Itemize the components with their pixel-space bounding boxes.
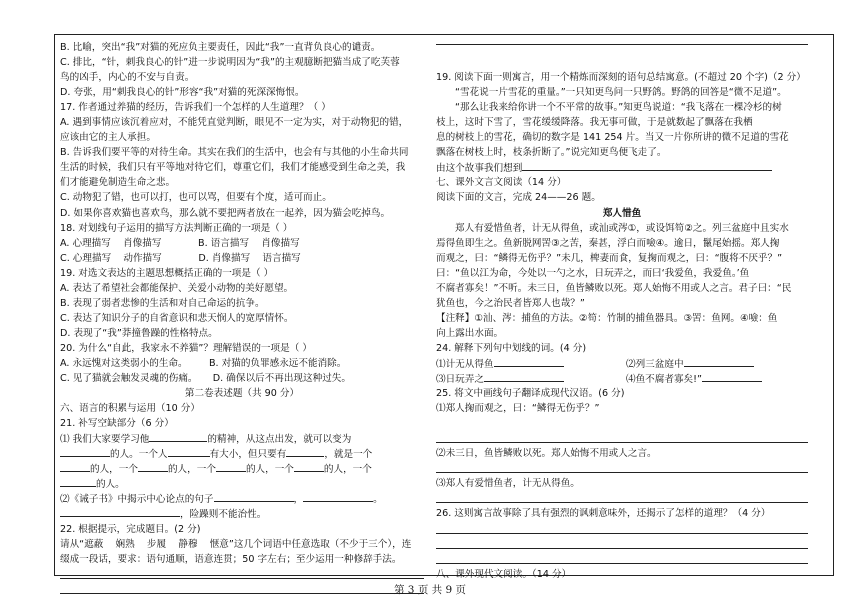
q21-text: 的人，一个 xyxy=(323,464,372,476)
text-line: 飘落在树枝上时，枝条折断了。”说完知更鸟便飞走了。 xyxy=(436,147,667,159)
text-line: D. 如果你喜欢猫也喜欢鸟，那么就不要把两者放在一起养，因为猫会吃掉鸟。 xyxy=(60,207,391,219)
question-24: 24. 解释下列句中划线的词。(4 分) xyxy=(436,342,587,354)
text-line: C. 动物犯了错，也可以打，也可以骂，但要有个度，适可而止。 xyxy=(60,192,332,204)
part2-title: 第二卷表述题（共 90 分） xyxy=(184,388,300,400)
q21-text: 的精神，从这点出发，就可以变为 xyxy=(207,434,352,446)
q21-text: 。 xyxy=(373,494,383,506)
passage-line: 焉得鱼即生之。鱼新脱网罟③之苦，秦甚，浮白而噞④。逾日，鬣尾始摇。郑人掬 xyxy=(436,237,780,249)
fill-blank[interactable] xyxy=(522,160,772,171)
q24-item: ⑵列三盆庭中 xyxy=(626,358,684,370)
text-line: 鸟的凶手，内心的不安与自责。 xyxy=(60,72,195,84)
fill-blank[interactable] xyxy=(60,506,180,517)
text-line: A. 表达了希望社会都能保护、关爱小动物的美好愿望。 xyxy=(60,282,294,294)
passage-line: 而观之，曰：“鳞得无伤乎？”未几，椑妻而食，复掬而观之，曰：“腹将不厌乎？” xyxy=(436,252,783,264)
fill-blank[interactable] xyxy=(214,491,294,502)
q24-item: ⑴计无从得鱼 xyxy=(436,358,494,370)
question-19: 19. 对选文表达的主题思想概括正确的一项是（ ） xyxy=(60,267,274,279)
q21-text: ， xyxy=(293,494,304,506)
text-line: C. 心理描写 动作描写 D. 肖像描写 语言描写 xyxy=(60,252,301,264)
passage-line: 郑人有爱惜鱼者，计无从得鱼，或汕或涔①，或设饵笱②之。列三盆庭中且实水 xyxy=(455,222,789,234)
fill-blank[interactable] xyxy=(149,431,207,442)
passage-line: 不腐者寡矣！”不听。未三日，鱼皆鳞败以死。郑人始悔不用或人之言。君子曰：“民 xyxy=(436,282,792,294)
section6-title: 六、语言的积累与运用（10 分） xyxy=(60,403,200,415)
answer-line[interactable] xyxy=(436,491,808,506)
answer-line[interactable] xyxy=(436,537,808,552)
text-line: A. 遇到事情应该沉着应对，不能凭直觉判断，眼见不一定为实，对于动物犯的错， xyxy=(60,117,409,129)
fill-blank[interactable] xyxy=(168,446,210,457)
answer-line[interactable] xyxy=(60,567,424,582)
fill-blank[interactable] xyxy=(60,446,110,457)
answer-line[interactable] xyxy=(436,431,808,446)
text-line: D. 夸张，用“刺我良心的针”形容“我”对猫的死深深悔恨。 xyxy=(60,87,305,99)
fill-blank[interactable] xyxy=(484,371,564,382)
q24-item: ⑷鱼不腐者寡矣!” xyxy=(626,374,702,386)
moral-line xyxy=(436,160,808,175)
fill-blank[interactable] xyxy=(60,461,90,472)
q21-line6 xyxy=(60,506,424,521)
left-column xyxy=(60,40,424,597)
q21-text: ，险躁则不能治性。 xyxy=(180,509,267,521)
moral-prompt: 由这个故事我们想到 xyxy=(436,163,523,175)
question-21: 21. 补写空缺部分（6 分） xyxy=(60,418,174,430)
text-line: C. 排比，“针，刺我良心的针”进一步说明因为“我”的主观臆断把猫当成了吃芙蓉 xyxy=(60,57,400,69)
text-line: B. 告诉我们要平等的对待生命。其实在我们的生活中，也会有与其他的小生命共同 xyxy=(60,147,409,159)
passage-title: 郑人惜鱼 xyxy=(602,207,642,219)
text-line: 请从“遮蔽 娴熟 步履 静穆 惬意”这几个词语中任意选取（不少于三个），连 xyxy=(60,538,412,550)
reading-intro: 阅读下面的文言，完成 24——26 题。 xyxy=(436,192,601,204)
page-footer: 第 3 页 共 9 页 xyxy=(393,584,467,596)
q21-text: 的人。一个人 xyxy=(110,449,168,461)
fill-blank[interactable] xyxy=(138,461,168,472)
q24-row2 xyxy=(436,371,808,386)
q21-text: 的人，一个 xyxy=(167,464,216,476)
question-20: 20. 为什么“自此，我家永不养猫”？理解错误的一项是（ ） xyxy=(60,342,312,354)
q21-text: 的人。 xyxy=(96,479,125,491)
passage-line: 曰：“鱼以江为命，今处以一勺之水，日玩弄之，而曰‘我爱鱼，我爱鱼。’鱼 xyxy=(436,267,750,279)
text-line: B. 表现了弱者悲惨的生活和对自己命运的抗争。 xyxy=(60,297,265,309)
answer-line[interactable] xyxy=(436,522,808,537)
text-line: C. 见了猫就会触发灵魂的伤痛。 D. 确保以后不再出现这种过失。 xyxy=(60,373,351,385)
text-line: 应该由它的主人承担。 xyxy=(60,132,156,144)
passage-line: 犹鱼也，今之治民者皆郑人也哉？” xyxy=(436,297,585,309)
fill-blank[interactable] xyxy=(702,371,762,382)
text-line: “那么让我来给你讲一个不平常的故事。”知更鸟说道：“我飞落在一棵冷杉的树 xyxy=(455,102,782,114)
text-line: 息的树枝上的雪花，确切的数字是 141 254 片。当又一片你所讲的微不足道的雪花 xyxy=(436,132,789,144)
fill-blank[interactable] xyxy=(60,476,96,487)
q21-line3 xyxy=(60,461,424,476)
fill-blank[interactable] xyxy=(216,461,246,472)
text-line: “雪花说一片雪花的重量。”一只知更鸟问一只野鸽。野鸽的回答是“微不足道”。 xyxy=(455,87,787,99)
q25-item: ⑶郑人有爱惜鱼者，计无从得鱼。 xyxy=(436,478,580,490)
q21-text: 有大小，但只要有 xyxy=(209,449,287,461)
q24-item: ⑶日玩弄之 xyxy=(436,374,484,386)
q21-text: 的人，一个 xyxy=(245,464,294,476)
right-column xyxy=(436,40,808,582)
text-line: C. 表达了知识分子的自省意识和悲天悯人的宽厚情怀。 xyxy=(60,312,294,324)
question-17: 17. 作者通过养猫的经历，告诉我们一个怎样的人生道理？（ ） xyxy=(60,102,331,114)
question-26: 26. 这则寓言故事除了具有强烈的讽刺意味外，还揭示了怎样的道理？（4 分） xyxy=(436,508,771,520)
text-line: D. 表现了“我”莽撞鲁躁的性格特点。 xyxy=(60,327,218,339)
q21-line1 xyxy=(60,431,424,446)
fill-blank[interactable] xyxy=(303,491,373,502)
text-line: 缀成一段话，要求：语句通顺，语意连贯；50 字左右；至少运用一种修辞手法。 xyxy=(60,553,402,565)
text-line: A. 永远愧对这类弱小的生命。 B. 对猫的负罪感永远不能消除。 xyxy=(60,357,347,369)
q24-row1 xyxy=(436,356,808,371)
notes-line: 向上露出水面。 xyxy=(436,327,504,339)
q21-text: 的人，一个 xyxy=(90,464,138,476)
text-line: A. 心理描写 肖像描写 B. 语言描写 肖像描写 xyxy=(60,237,300,249)
text-line: 生活的时候，我们只有平等地对待它们，尊重它们，我们才能感受到生命之美，我 xyxy=(60,162,406,174)
answer-line[interactable] xyxy=(436,552,808,567)
text-line: B. 比喻，突出“我”对猫的死应负主要责任，因此“我”一直背负良心的谴责。 xyxy=(60,42,381,53)
question-18: 18. 对划线句子运用的描写方法判断正确的一项是（ ） xyxy=(60,222,293,234)
fill-blank[interactable] xyxy=(294,461,324,472)
q21-text: ⑴ 我们大家要学习他 xyxy=(60,434,150,446)
notes-line: 【注释】①汕、涔：捕鱼的方法。②笱：竹制的捕鱼器具。③罟：鱼网。④噞：鱼 xyxy=(436,312,778,324)
fill-blank[interactable] xyxy=(286,446,324,457)
question-22: 22. 根据提示，完成题目。(2 分) xyxy=(60,523,201,535)
text-line: 枝上，这时下雪了，雪花缓缓降落。我无事可做，于是就数起了飘落在我栖 xyxy=(436,117,753,129)
q21-line5 xyxy=(60,491,424,506)
section7-title: 七、课外文言文阅读（14 分） xyxy=(436,177,567,189)
text-line: 们才能避免制造生命之悲。 xyxy=(60,177,176,189)
answer-line[interactable] xyxy=(436,461,808,476)
question-19-fable: 19. 阅读下面一则寓言，用一个精炼而深刻的语句总结寓意。(不超过 20 个字)（2 分） xyxy=(436,72,806,84)
q21-line4 xyxy=(60,476,424,491)
question-25: 25. 将文中画线句子翻译成现代汉语。(6 分) xyxy=(436,388,625,400)
q21-text: ⑵《诫子书》中揭示中心论点的句子 xyxy=(60,494,214,506)
fill-blank[interactable] xyxy=(494,356,564,367)
q25-item: ⑵未三日，鱼皆鳞败以死。郑人始悔不用或人之言。 xyxy=(436,448,657,460)
section8-title: 八、课外现代文阅读。（14 分） xyxy=(436,568,572,580)
q25-item: ⑴郑人掬而观之，曰：“鳞得无伤乎？” xyxy=(436,403,600,415)
q21-text: ，就是一个 xyxy=(324,449,373,461)
q21-line2 xyxy=(60,446,424,461)
fill-blank[interactable] xyxy=(684,356,754,367)
